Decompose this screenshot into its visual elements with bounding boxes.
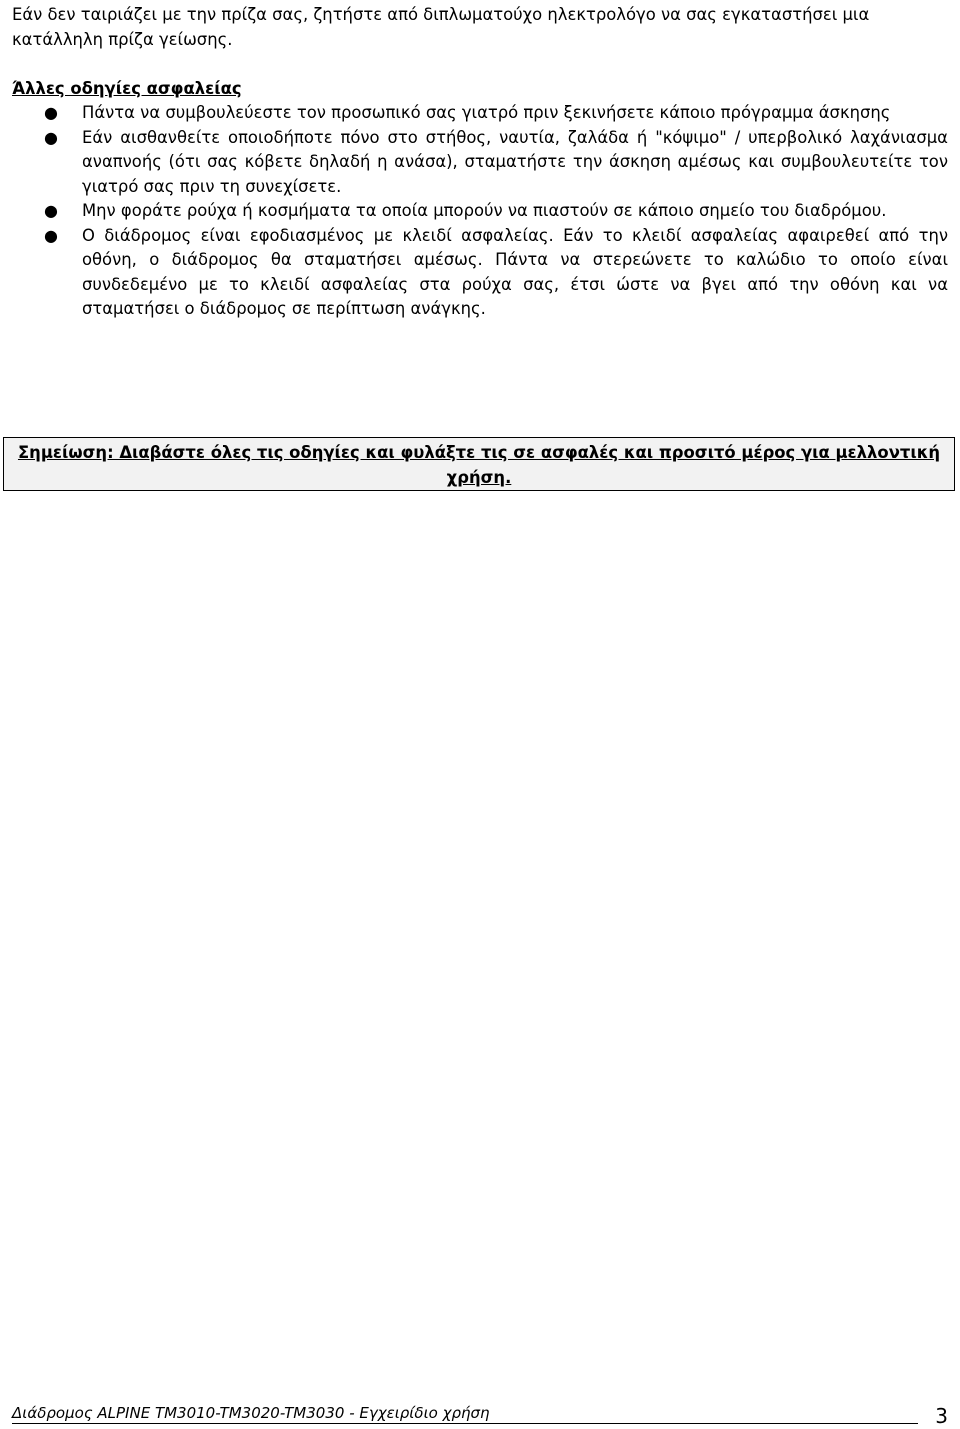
- footer-title: Διάδρομος ALPINE TM3010-TM3020-TM3030 - Εγχειρίδιο χρήση: [12, 1404, 490, 1422]
- list-item-text: Ο διάδρομος είναι εφοδιασμένος με κλειδί ασφαλείας. Εάν το κλειδί ασφαλείας αφαιρεθεί από την οθόνη, ο διάδρομος θα σταματήσει αμέσως. Πάντα να στερεώνετε το καλώδιο το οποίο είναι συνδεδεμένο με το κλειδί ασφαλείας στα ρούχα σας, έτσι ώστε να βγει από την οθόνη και να σταματήσει ο διάδρομος σε περίπτωση ανάγκης.: [82, 225, 948, 318]
- list-item-text: Πάντα να συμβουλεύεστε τον προσωπικό σας γιατρό πριν ξεκινήσετε κάποιο πρόγραμμα άσκησης: [82, 103, 891, 122]
- list-item: [0, 126, 960, 200]
- list-item-text: Εάν αισθανθείτε οποιοδήποτε πόνο στο στήθος, ναυτία, ζαλάδα ή "κόψιμο" / υπερβολικό λαχάνιασμα αναπνοής (ότι σας κόβετε δηλαδή η ανάσα), σταματήστε την άσκηση αμέσως και συμβουλευτείτε τον γιατρό σας πριν τη συνεχίσετε.: [82, 127, 948, 196]
- bullet-icon: ●: [44, 103, 58, 122]
- list-item: [0, 224, 960, 322]
- safety-list: [0, 101, 960, 322]
- note-text: Σημείωση: Διαβάστε όλες τις οδηγίες και φυλάξτε τις σε ασφαλές και προσιτό μέρος για μελλοντική χρήση.: [17, 443, 941, 487]
- intro-paragraph: Εάν δεν ταιριάζει με την πρίζα σας, ζητήστε από διπλωματούχο ηλεκτρολόγο να σας εγκαταστήσει μια κατάλληλη πρίζα γείωσης.: [12, 5, 870, 49]
- note-box: [3, 437, 955, 491]
- list-item: [0, 199, 960, 224]
- list-item-text: Μην φοράτε ρούχα ή κοσμήματα τα οποία μπορούν να πιαστούν σε κάποιο σημείο του διαδρόμου.: [82, 201, 887, 220]
- safety-heading: Άλλες οδηγίες ασφαλείας: [12, 79, 242, 98]
- bullet-icon: ●: [44, 225, 58, 245]
- bullet-icon: ●: [44, 127, 58, 147]
- list-item: [0, 101, 960, 126]
- page-footer: [12, 1400, 948, 1428]
- page-number: 3: [935, 1404, 948, 1428]
- footer-rule: [12, 1423, 918, 1424]
- bullet-icon: ●: [44, 201, 58, 220]
